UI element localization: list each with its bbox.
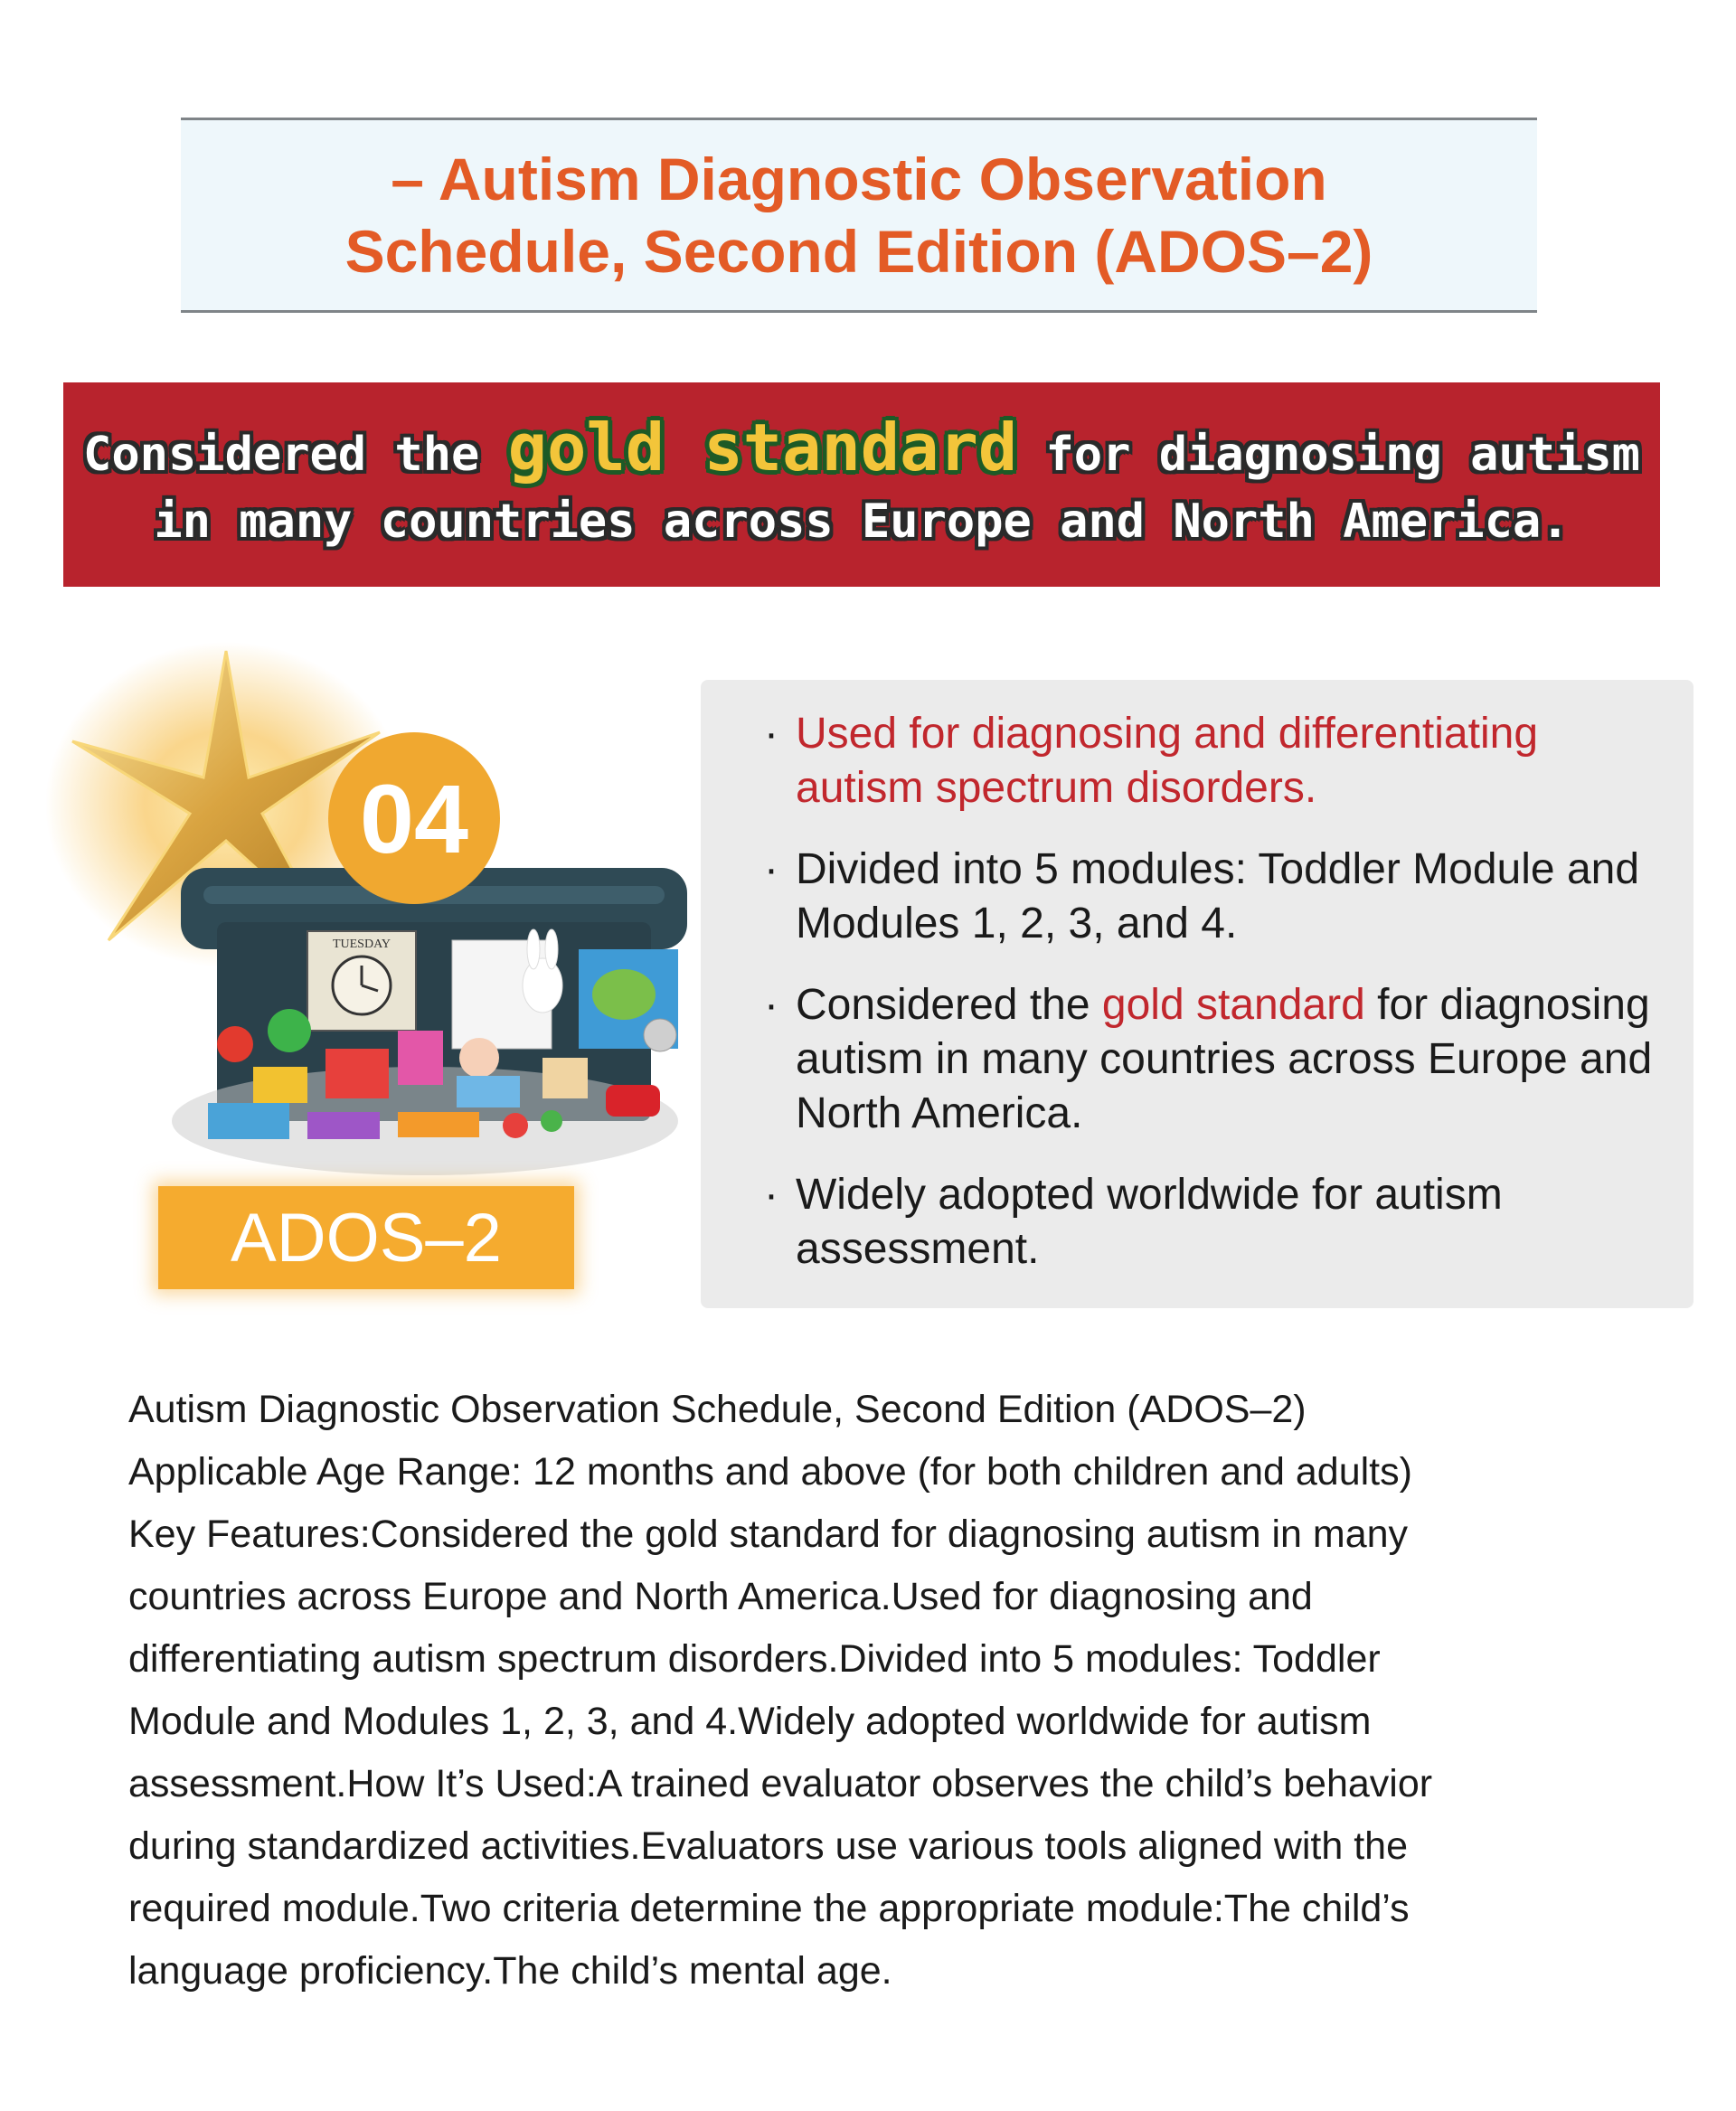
description-line: assessment.How It’s Used:A trained evaluator observes the child’s behavior [128, 1762, 1433, 1805]
description-paragraph [128, 1379, 1629, 2003]
feature-item-diagnosing: · Used for diagnosing and differentiating autism spectrum disorders. [701, 707, 1694, 815]
feature-item-modules: · Divided into 5 modules: Toddler Module and Modules 1, 2, 3, and 4. [701, 843, 1694, 951]
banner-gold-standard: gold standard [507, 410, 1018, 485]
title-box [181, 118, 1537, 313]
banner-text-after: for diagnosing autism [1017, 428, 1640, 482]
feature-text-after: for diagnosing autism in many countries across Europe and North America. [796, 981, 1653, 1137]
description-line: Module and Modules 1, 2, 3, and 4.Widely adopted worldwide for autism [128, 1700, 1372, 1743]
feature-item-worldwide: · Widely adopted worldwide for autism assessment. [701, 1168, 1694, 1277]
gold-standard-banner [63, 382, 1660, 587]
description-line: Applicable Age Range: 12 months and above (for both children and adults) [128, 1450, 1412, 1494]
description-line: language proficiency.The child’s mental age. [128, 1949, 892, 1993]
description-line: countries across Europe and North America.Used for diagnosing and [128, 1575, 1313, 1618]
feature-text-before: Considered the [796, 981, 1102, 1029]
description-line: required module.Two criteria determine the appropriate module:The child’s [128, 1887, 1410, 1930]
description-line: Autism Diagnostic Observation Schedule, Second Edition (ADOS–2) [128, 1388, 1307, 1431]
banner-line-2: in many countries across Europe and North America. [154, 495, 1570, 549]
feature-item-gold-standard [701, 978, 1694, 1141]
section-number-badge: 04 [328, 732, 500, 904]
banner-text-before: Considered the [83, 428, 508, 482]
feature-gold-standard-highlight: gold standard [1101, 981, 1365, 1029]
description-line: during standardized activities.Evaluators use various tools aligned with the [128, 1824, 1409, 1868]
page-title-line-2: Schedule, Second Edition (ADOS–2) [344, 218, 1373, 285]
description-line: Key Features:Considered the gold standard for diagnosing autism in many [128, 1513, 1409, 1556]
page-title-line-1: – Autism Diagnostic Observation [391, 146, 1327, 212]
banner-line-1 [83, 410, 1640, 488]
features-panel [701, 680, 1694, 1308]
description-line: differentiating autism spectrum disorders.Divided into 5 modules: Toddler [128, 1637, 1381, 1681]
feature-list [701, 680, 1694, 1277]
clock-card-label: TUESDAY [332, 938, 392, 951]
ados-kit-illustration [45, 633, 678, 1302]
ados-2-label: ADOS–2 [158, 1186, 574, 1289]
